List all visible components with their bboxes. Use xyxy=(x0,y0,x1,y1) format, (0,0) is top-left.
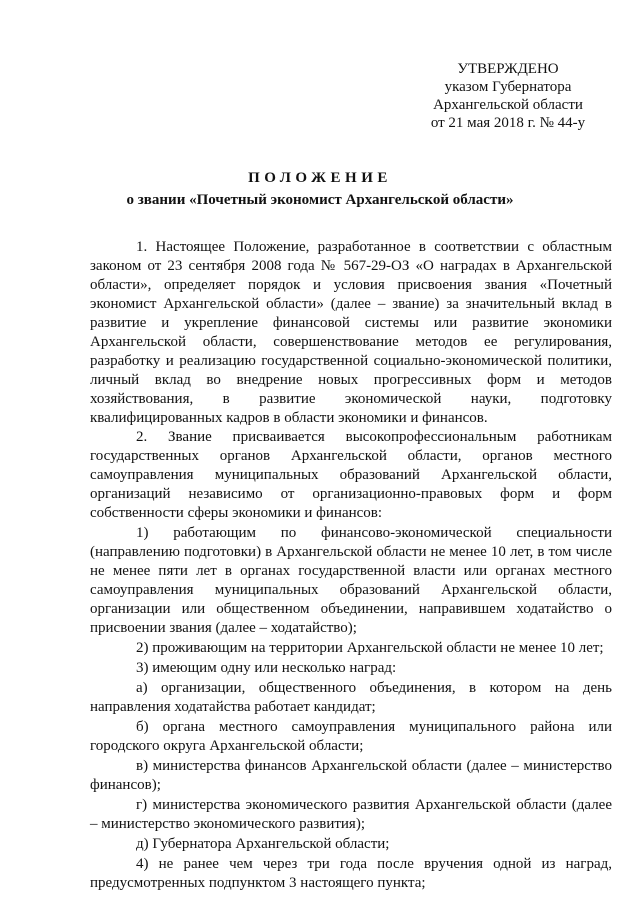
paragraph: 3) имеющим одну или несколько наград: xyxy=(136,660,397,676)
approval-line: УТВЕРЖДЕНО xyxy=(457,61,559,77)
paragraph: а) организации, общественного объединения, в котором на день направления ходатайства работает кандидат; xyxy=(90,680,612,715)
approval-line: от 21 мая 2018 г. № 44-у xyxy=(430,115,586,131)
paragraph: 1. Настоящее Положение, разработанное в соответствии с областным законом от 23 сентября 2008 года № 567-29-ОЗ «О наградах в Архангельской области», определяет порядок и условия присвоения звания «Почетный экономист Архангельской области» (далее – звание) за значительный вклад в развитие и укрепление финансовой системы или развитие экономики Архангельской области, совершенствование методов ее регулирования, разработку и реализацию государственной социально-экономической политики, личный вклад во внедрение новых прогрессивных форм и методов хозяйствования, в развитие экономической науки, подготовку квалифицированных кадров в области экономики и финансов. xyxy=(90,239,612,426)
approval-stamp xyxy=(428,60,588,132)
paragraph: 2) проживающим на территории Архангельской области не менее 10 лет; xyxy=(136,640,604,656)
paragraph: д) Губернатора Архангельской области; xyxy=(136,836,390,852)
paragraph: 2. Звание присваивается высокопрофессиональным работникам государственных органов Архангельской области, органов местного самоуправления муниципальных образований Архангельской области, организаций независимо от организационно-правовых форм и форм собственности сферы экономики и финансов: xyxy=(90,429,612,521)
paragraph: в) министерства финансов Архангельской области (далее – министерство финансов); xyxy=(90,758,612,793)
paragraph: 4) не ранее чем через три года после вручения одной из наград, предусмотренных подпунктом 3 настоящего пункта; xyxy=(90,856,612,891)
paragraph: 1) работающим по финансово-экономической специальности (направлению подготовки) в Архангельской области не менее 10 лет, в том числе не менее пяти лет в органах государственной власти или органах местного самоуправления муниципальных образований Архангельской области, организации или общественном объединении, направившем ходатайство о присвоении звания (далее – ходатайство); xyxy=(90,525,612,636)
paragraph: г) министерства экономического развития Архангельской области (далее – министерство экономического развития); xyxy=(90,797,612,832)
document-title: ПОЛОЖЕНИЕ xyxy=(248,170,392,186)
document-subtitle: о звании «Почетный экономист Архангельской области» xyxy=(126,192,514,208)
approval-line: указом Губернатора xyxy=(444,79,572,95)
paragraph: б) органа местного самоуправления муниципального района или городского округа Архангельской области; xyxy=(90,719,612,754)
approval-line: Архангельской области xyxy=(433,97,583,113)
document-body xyxy=(90,238,612,893)
